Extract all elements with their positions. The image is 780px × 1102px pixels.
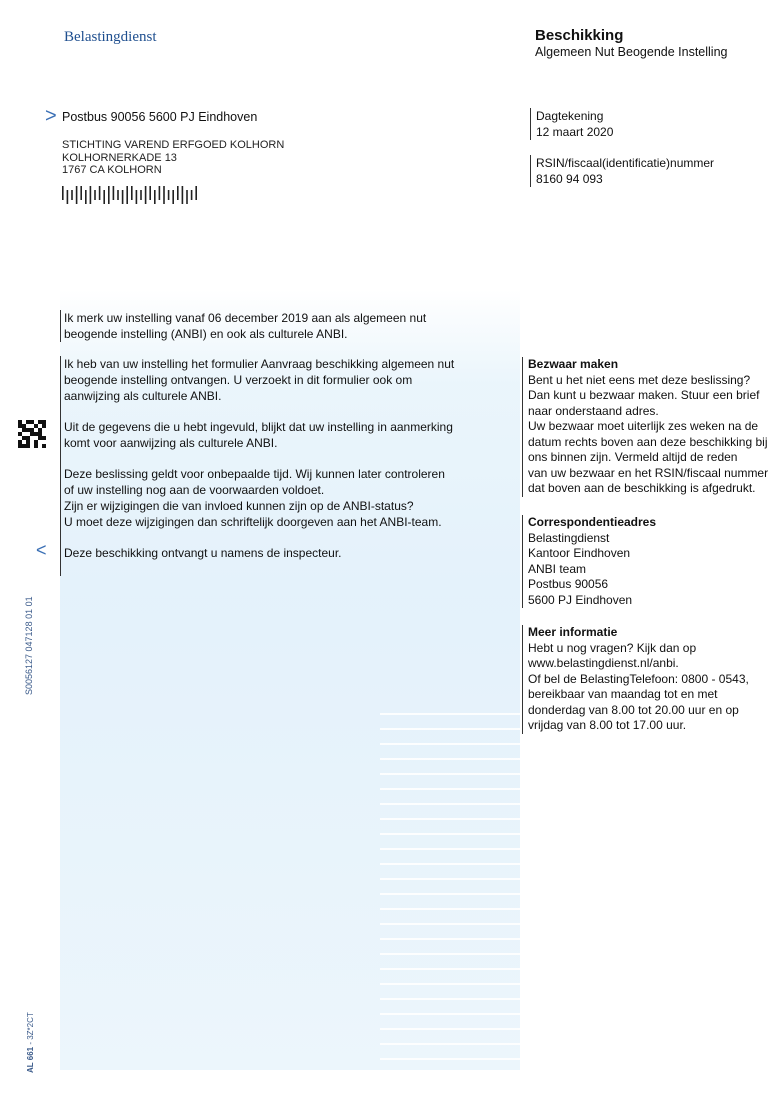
return-address: Postbus 90056 5600 PJ Eindhoven: [62, 110, 258, 124]
logo-belastingdienst: Belastingdienst: [64, 29, 157, 45]
barcode-bar: [99, 186, 101, 200]
letter-body: [60, 356, 519, 576]
qr-code-icon: [18, 420, 46, 448]
barcode-bar: [195, 186, 197, 200]
rsin-block: [530, 155, 714, 187]
barcode-bar: [149, 186, 151, 200]
barcode-bar: [168, 190, 170, 200]
reference-code: S0056127 047128 01 01: [24, 596, 34, 695]
paragraph-eligibility: Uit de gegevens die u hebt ingevuld, blijkt dat uw instelling in aanmerking komt voor aanwijzing als culturele ANBI.: [64, 420, 453, 450]
fold-mark-icon: <: [36, 540, 47, 560]
form-code: AL 661 - 3Z*2CT: [26, 1012, 35, 1073]
barcode-bar: [172, 190, 174, 204]
barcode-bar: [76, 186, 78, 204]
barcode-bar: [117, 190, 119, 200]
barcode-bar: [177, 186, 179, 200]
more-info-heading: Meer informatie: [528, 625, 618, 639]
date-value: 12 maart 2020: [536, 125, 614, 139]
barcode-bar: [103, 190, 105, 204]
date-block: [530, 108, 613, 140]
objection-heading: Bezwaar maken: [528, 357, 619, 371]
paragraph-application: Ik heb van uw instelling het formulier Aanvraag beschikking algemeen nut beogende instelling ontvangen. U verzoekt in dit formulier ook om aanwijzing als culturele ANBI.: [64, 357, 455, 403]
barcode-bar: [154, 190, 156, 204]
rsin-value: 8160 94 093: [536, 172, 603, 186]
recipient-line: STICHTING VAREND ERFGOED KOLHORN: [62, 139, 285, 151]
more-info-section: Meer informatie Hebt u nog vragen? Kijk dan op www.belastingdienst.nl/anbi. Of bel de BelastingTelefoon: 0800 - 0543, bereikbaar van maandag tot en met donderdag van 8.00 tot 20.00 uur en op vrijdag van 8.00 tot 17.00 uur.: [522, 625, 778, 734]
barcode-bar: [131, 186, 133, 200]
barcode-bar: [94, 190, 96, 200]
intro-paragraph: [60, 310, 519, 342]
document-title: Beschikking: [535, 27, 624, 44]
barcode-bar: [108, 186, 110, 204]
postal-barcode-icon: [62, 186, 202, 204]
recipient-line: 1767 CA KOLHORN: [62, 164, 162, 176]
intro-line: beogende instelling (ANBI) en ook als culturele ANBI.: [64, 327, 348, 341]
barcode-bar: [67, 190, 69, 204]
barcode-bar: [113, 186, 115, 200]
barcode-bar: [159, 186, 161, 200]
paragraph-validity: Deze beslissing geldt voor onbepaalde tijd. Wij kunnen later controleren of uw instelling nog aan de voorwaarden voldoet. Zijn er wijzigingen die van invloed kunnen zijn op de ANBI-status? U moet deze wijzigingen dan schriftelijk doorgeven aan het ANBI-team.: [64, 467, 445, 529]
barcode-bar: [182, 186, 184, 204]
document-subtitle: Algemeen Nut Beogende Instelling: [535, 45, 728, 59]
objection-section: Bezwaar maken Bent u het niet eens met deze beslissing? Dan kunt u bezwaar maken. Stuur een brief naar onderstaand adres. Uw bezwaar moet uiterlijk zes weken na de datum rechts boven aan deze beschikking bij ons binnen zijn. Vermeld altijd de reden van uw bezwaar en het RSIN/fiscaal nummer dat boven aan de beschikking is afgedrukt.: [522, 357, 778, 497]
barcode-bar: [122, 190, 124, 204]
recipient-address: [62, 139, 284, 177]
barcode-bar: [126, 186, 128, 204]
recipient-line: KOLHORNERKADE 13: [62, 151, 177, 164]
barcode-bar: [71, 190, 73, 200]
barcode-bar: [90, 186, 92, 204]
paragraph-signoff: Deze beschikking ontvangt u namens de inspecteur.: [64, 546, 342, 560]
intro-line: Ik merk uw instelling vanaf 06 december 2019 aan als algemeen nut: [64, 311, 427, 325]
barcode-bar: [191, 190, 193, 200]
barcode-bar: [163, 186, 165, 204]
date-label: Dagtekening: [536, 109, 604, 123]
correspondence-heading: Correspondentieadres: [528, 515, 657, 529]
barcode-bar: [85, 190, 87, 204]
return-arrow-icon: >: [45, 105, 57, 127]
barcode-bar: [145, 186, 147, 204]
barcode-bar: [136, 190, 138, 204]
correspondence-section: Correspondentieadres Belastingdienst Kantoor Eindhoven ANBI team Postbus 90056 5600 PJ Eindhoven: [522, 515, 778, 608]
barcode-bar: [140, 190, 142, 200]
watermark-lines: [380, 700, 520, 1070]
barcode-bar: [80, 186, 82, 200]
barcode-bar: [186, 190, 188, 204]
rsin-label: RSIN/fiscaal(identificatie)nummer: [536, 156, 715, 170]
barcode-bar: [62, 186, 64, 200]
